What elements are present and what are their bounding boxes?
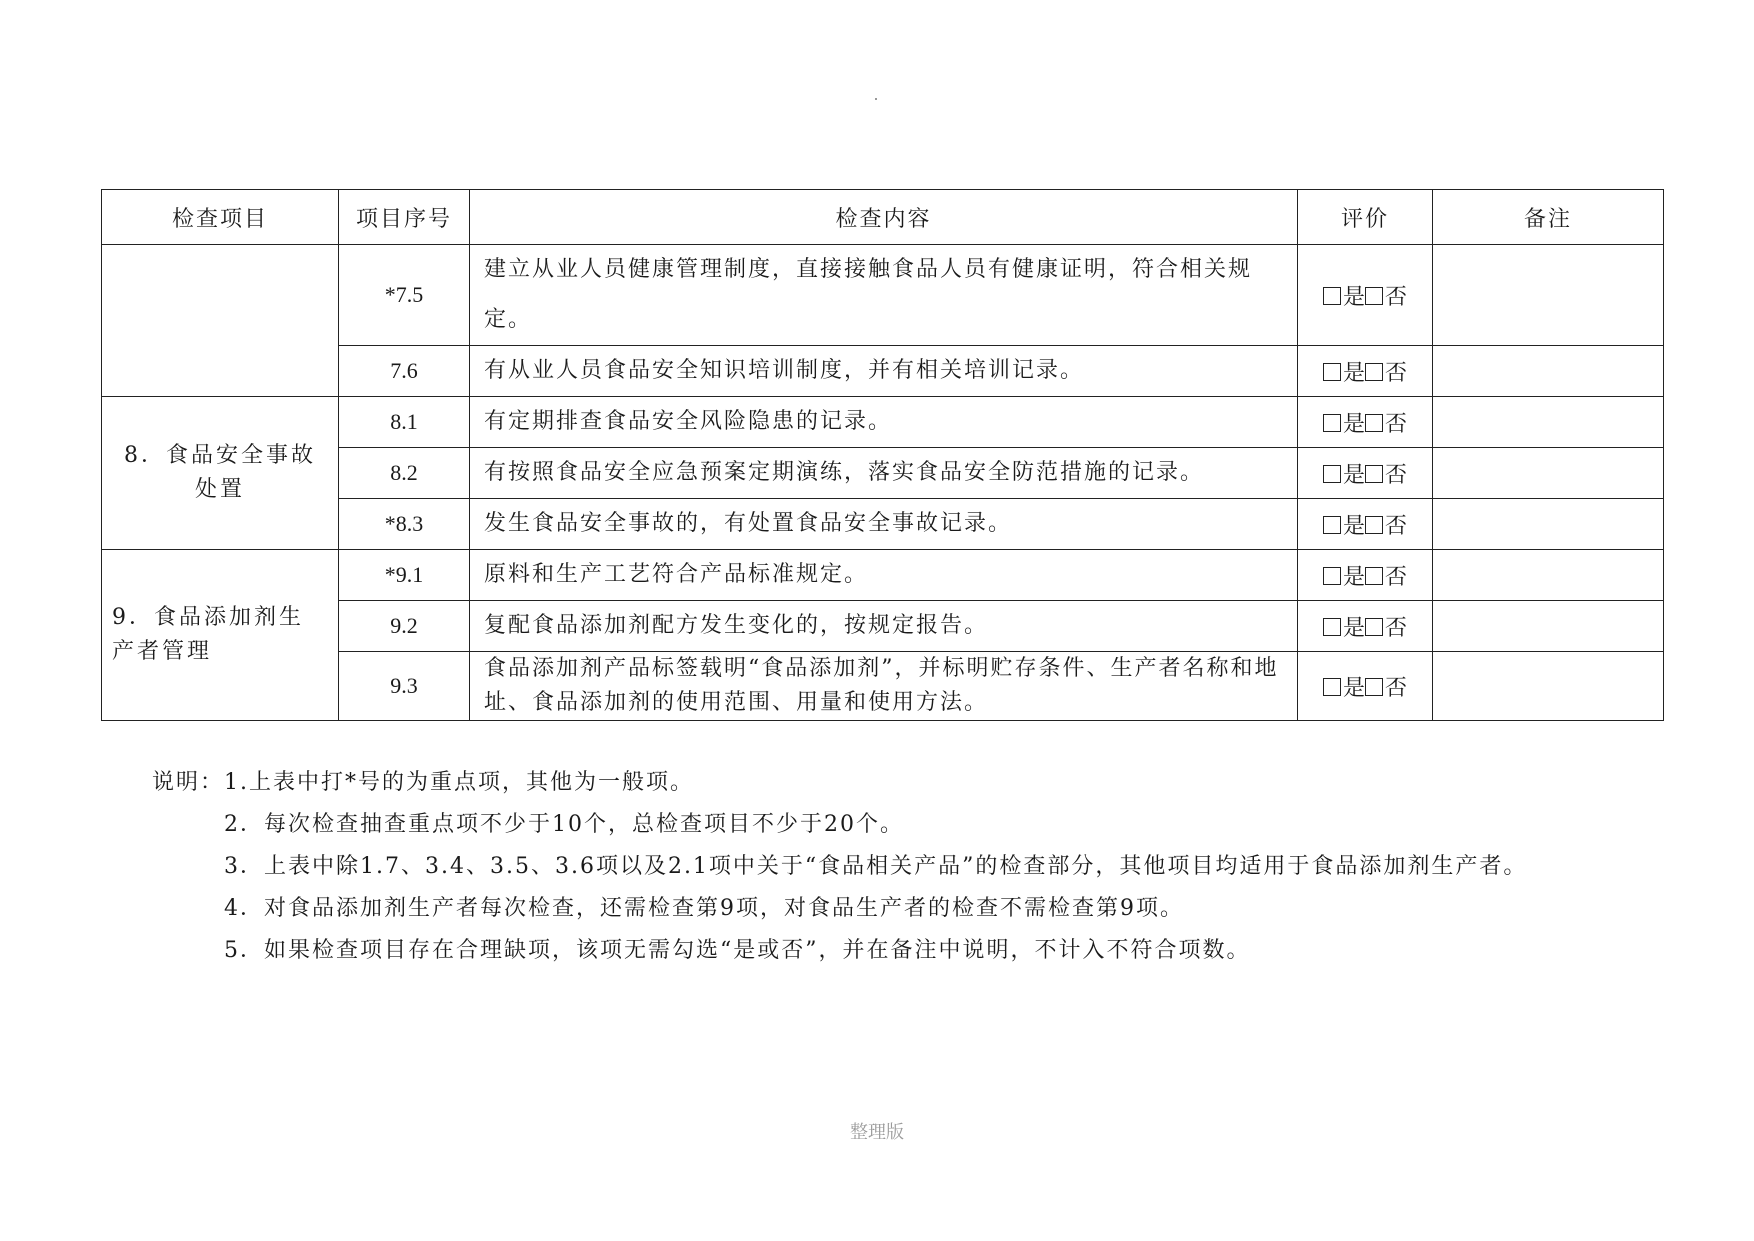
check-content: 有从业人员食品安全知识培训制度，并有相关培训记录。	[470, 346, 1298, 397]
evaluation-cell	[1298, 601, 1433, 652]
yes-checkbox[interactable]	[1323, 363, 1341, 381]
remark-cell[interactable]	[1433, 550, 1664, 601]
yes-label: 是	[1342, 675, 1365, 701]
item-number: 8.1	[339, 397, 470, 448]
no-checkbox[interactable]	[1365, 465, 1383, 483]
table-row	[102, 550, 1664, 601]
check-item-cell	[102, 245, 339, 397]
header-evaluation: 评价	[1298, 190, 1433, 245]
no-label: 否	[1385, 411, 1408, 437]
table-header-row	[102, 190, 1664, 245]
no-label: 否	[1385, 360, 1408, 386]
no-checkbox[interactable]	[1365, 567, 1383, 585]
note-line: 说明：1.上表中打*号的为重点项，其他为一般项。	[152, 770, 694, 795]
header-remarks: 备注	[1433, 190, 1664, 245]
note-line: 5．如果检查项目存在合理缺项，该项无需勾选“是或否”，并在备注中说明，不计入不符合项数。	[224, 938, 1251, 963]
check-content: 发生食品安全事故的，有处置食品安全事故记录。	[470, 499, 1298, 550]
remark-cell[interactable]	[1433, 652, 1664, 721]
no-label: 否	[1385, 462, 1408, 488]
inspection-table	[101, 189, 1664, 721]
evaluation-cell	[1298, 499, 1433, 550]
check-content: 建立从业人员健康管理制度，直接接触食品人员有健康证明，符合相关规定。	[470, 245, 1298, 346]
item-number: 9.3	[339, 652, 470, 721]
evaluation-cell	[1298, 346, 1433, 397]
yes-checkbox[interactable]	[1323, 567, 1341, 585]
top-mark	[875, 98, 877, 100]
item-number: *9.1	[339, 550, 470, 601]
no-checkbox[interactable]	[1365, 363, 1383, 381]
item-number: 9.2	[339, 601, 470, 652]
item-number: *8.3	[339, 499, 470, 550]
yes-label: 是	[1342, 284, 1365, 310]
evaluation-cell	[1298, 245, 1433, 346]
no-label: 否	[1385, 675, 1408, 701]
no-checkbox[interactable]	[1365, 678, 1383, 696]
yes-label: 是	[1342, 615, 1365, 641]
header-item-number: 项目序号	[339, 190, 470, 245]
check-item-cell: 9．食品添加剂生产者管理	[102, 550, 339, 721]
item-number: 7.6	[339, 346, 470, 397]
evaluation-cell	[1298, 652, 1433, 721]
check-content: 有定期排查食品安全风险隐患的记录。	[470, 397, 1298, 448]
yes-checkbox[interactable]	[1323, 618, 1341, 636]
no-label: 否	[1385, 284, 1408, 310]
note-line: 3．上表中除1.7、3.4、3.5、3.6项以及2.1项中关于“食品相关产品”的检查部分，其他项目均适用于食品添加剂生产者。	[224, 854, 1528, 879]
yes-label: 是	[1342, 360, 1365, 386]
evaluation-cell	[1298, 550, 1433, 601]
no-label: 否	[1385, 564, 1408, 590]
no-checkbox[interactable]	[1365, 618, 1383, 636]
remark-cell[interactable]	[1433, 346, 1664, 397]
no-checkbox[interactable]	[1365, 516, 1383, 534]
table-row	[102, 397, 1664, 448]
yes-checkbox[interactable]	[1323, 287, 1341, 305]
remark-cell[interactable]	[1433, 245, 1664, 346]
check-content: 原料和生产工艺符合产品标准规定。	[470, 550, 1298, 601]
yes-checkbox[interactable]	[1323, 516, 1341, 534]
check-content: 有按照食品安全应急预案定期演练，落实食品安全防范措施的记录。	[470, 448, 1298, 499]
remark-cell[interactable]	[1433, 448, 1664, 499]
no-checkbox[interactable]	[1365, 287, 1383, 305]
yes-label: 是	[1342, 513, 1365, 539]
yes-checkbox[interactable]	[1323, 678, 1341, 696]
no-label: 否	[1385, 513, 1408, 539]
yes-checkbox[interactable]	[1323, 465, 1341, 483]
header-check-item: 检查项目	[102, 190, 339, 245]
evaluation-cell	[1298, 397, 1433, 448]
yes-checkbox[interactable]	[1323, 414, 1341, 432]
page-footer: 整理版	[850, 1122, 904, 1143]
note-line: 4．对食品添加剂生产者每次检查，还需检查第9项，对食品生产者的检查不需检查第9项。	[224, 896, 1184, 921]
yes-label: 是	[1342, 564, 1365, 590]
item-number: *7.5	[339, 245, 470, 346]
header-check-content: 检查内容	[470, 190, 1298, 245]
no-label: 否	[1385, 615, 1408, 641]
note-line: 2．每次检查抽查重点项不少于10个，总检查项目不少于20个。	[224, 812, 904, 837]
check-content: 复配食品添加剂配方发生变化的，按规定报告。	[470, 601, 1298, 652]
yes-label: 是	[1342, 411, 1365, 437]
remark-cell[interactable]	[1433, 601, 1664, 652]
table-row	[102, 245, 1664, 346]
item-number: 8.2	[339, 448, 470, 499]
evaluation-cell	[1298, 448, 1433, 499]
check-content: 食品添加剂产品标签载明“食品添加剂”，并标明贮存条件、生产者名称和地址、食品添加剂的使用范围、用量和使用方法。	[470, 652, 1298, 721]
yes-label: 是	[1342, 462, 1365, 488]
remark-cell[interactable]	[1433, 499, 1664, 550]
no-checkbox[interactable]	[1365, 414, 1383, 432]
remark-cell[interactable]	[1433, 397, 1664, 448]
check-item-cell: 8．食品安全事故处置	[102, 397, 339, 550]
